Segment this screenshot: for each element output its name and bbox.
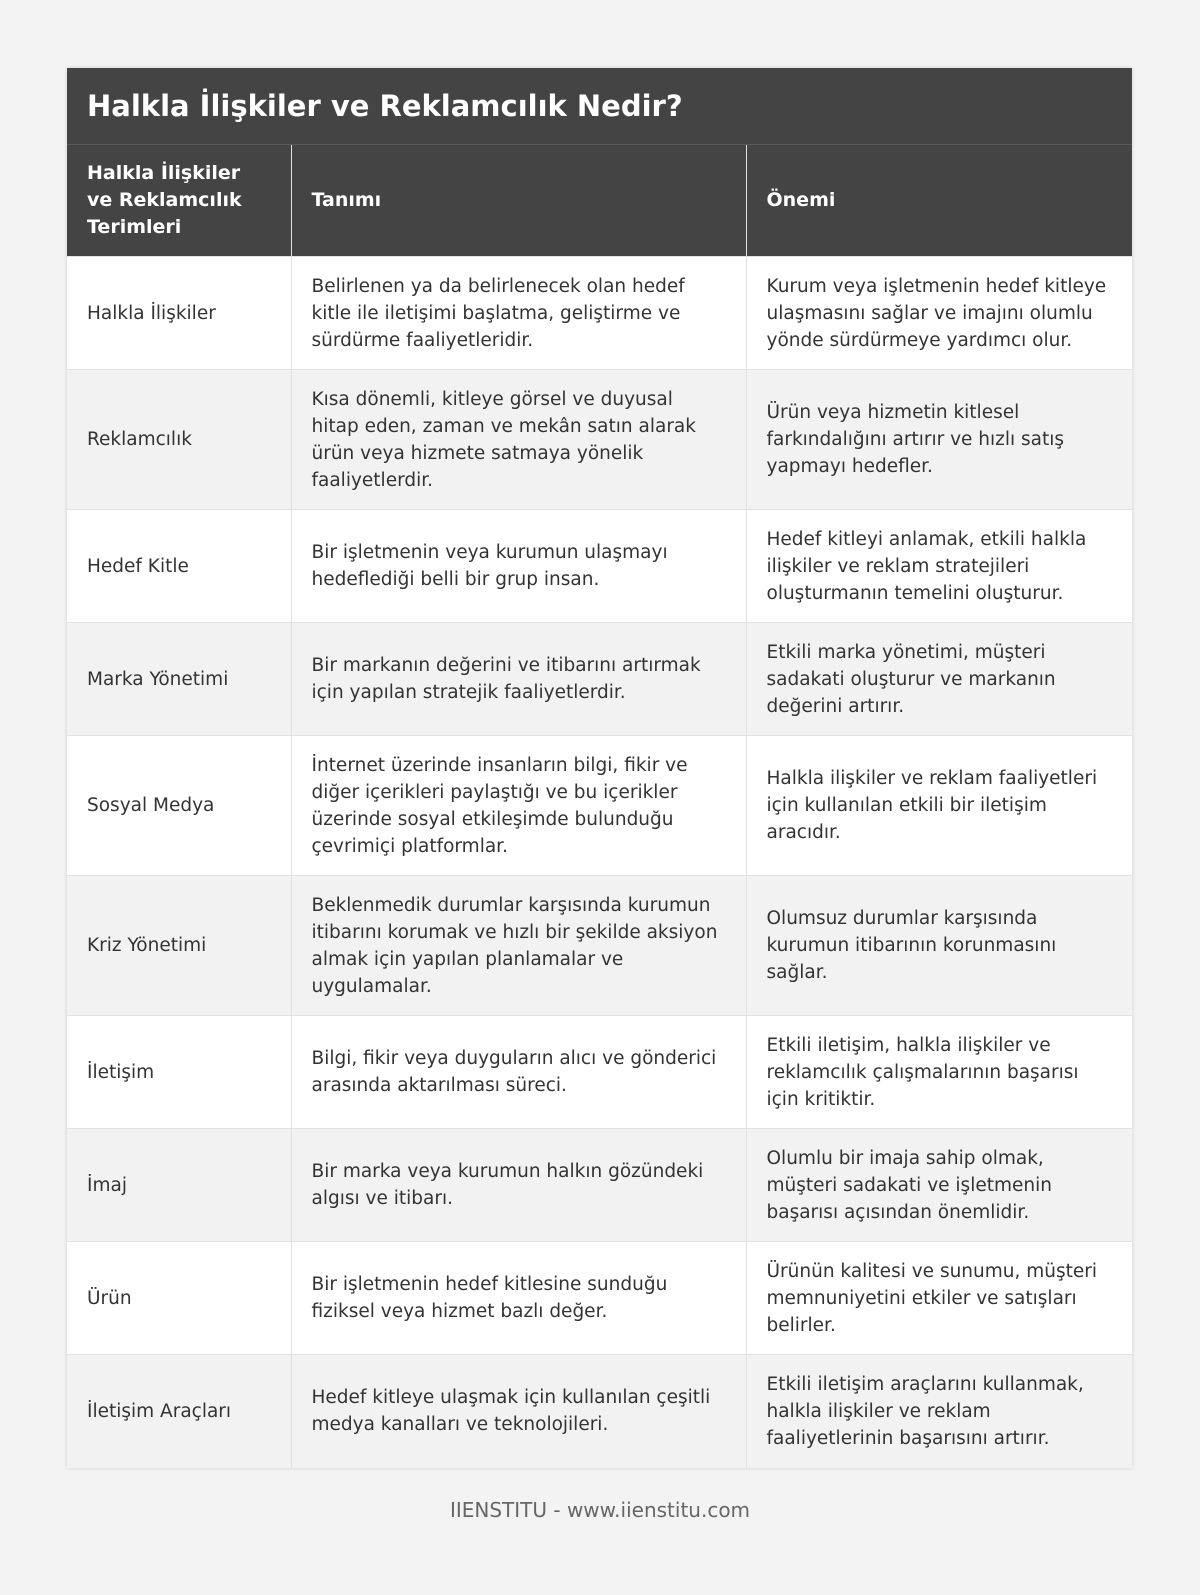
table-row <box>67 1242 1132 1355</box>
cell-definition: Bir işletmenin veya kurumun ulaşmayı hedeflediği belli bir grup insan. <box>291 510 746 623</box>
table-row <box>67 1129 1132 1242</box>
cell-term: Reklamcılık <box>67 370 291 510</box>
cell-term: Kriz Yönetimi <box>67 876 291 1016</box>
table-row <box>67 510 1132 623</box>
cell-importance: Etkili iletişim araçlarını kullanmak, halkla ilişkiler ve reklam faaliyetlerinin başarısını artırır. <box>746 1355 1132 1468</box>
table-row <box>67 1355 1132 1468</box>
table-row <box>67 736 1132 876</box>
terms-table-card <box>67 68 1132 1468</box>
table-row <box>67 257 1132 370</box>
header-definition: Tanımı <box>291 145 746 257</box>
cell-definition: İnternet üzerinde insanların bilgi, fikir ve diğer içerikleri paylaştığı ve bu içerikler üzerinde sosyal etkileşimde bulunduğu çevrimiçi platformlar. <box>291 736 746 876</box>
cell-definition: Bir işletmenin hedef kitlesine sunduğu fiziksel veya hizmet bazlı değer. <box>291 1242 746 1355</box>
cell-definition: Belirlenen ya da belirlenecek olan hedef kitle ile iletişimi başlatma, geliştirme ve sürdürme faaliyetleridir. <box>291 257 746 370</box>
header-term: Halkla İlişkiler ve Reklamcılık Terimleri <box>67 145 291 257</box>
cell-definition: Beklenmedik durumlar karşısında kurumun itibarını korumak ve hızlı bir şekilde aksiyon almak için yapılan planlamalar ve uygulamalar. <box>291 876 746 1016</box>
table-row <box>67 370 1132 510</box>
cell-importance: Olumlu bir imaja sahip olmak, müşteri sadakati ve işletmenin başarısı açısından önemlidir. <box>746 1129 1132 1242</box>
table-row <box>67 1016 1132 1129</box>
header-importance: Önemi <box>746 145 1132 257</box>
header-row <box>67 145 1132 257</box>
cell-importance: Ürün veya hizmetin kitlesel farkındalığını artırır ve hızlı satış yapmayı hedefler. <box>746 370 1132 510</box>
cell-definition: Kısa dönemli, kitleye görsel ve duyusal hitap eden, zaman ve mekân satın alarak ürün veya hizmete satmaya yönelik faaliyetlerdir. <box>291 370 746 510</box>
table-title: Halkla İlişkiler ve Reklamcılık Nedir? <box>67 68 1132 144</box>
cell-importance: Ürünün kalitesi ve sunumu, müşteri memnuniyetini etkiler ve satışları belirler. <box>746 1242 1132 1355</box>
cell-importance: Kurum veya işletmenin hedef kitleye ulaşmasını sağlar ve imajını olumlu yönde sürdürmeye yardımcı olur. <box>746 257 1132 370</box>
cell-importance: Hedef kitleyi anlamak, etkili halkla ilişkiler ve reklam stratejileri oluşturmanın temelini oluşturur. <box>746 510 1132 623</box>
terms-table <box>67 144 1132 1468</box>
cell-importance: Halkla ilişkiler ve reklam faaliyetleri için kullanılan etkili bir iletişim aracıdır. <box>746 736 1132 876</box>
cell-importance: Olumsuz durumlar karşısında kurumun itibarının korunmasını sağlar. <box>746 876 1132 1016</box>
footer-credit: IIENSTITU - www.iienstitu.com <box>449 1498 751 1522</box>
cell-term: İletişim <box>67 1016 291 1129</box>
table-row <box>67 623 1132 736</box>
cell-term: İletişim Araçları <box>67 1355 291 1468</box>
cell-term: İmaj <box>67 1129 291 1242</box>
table-row <box>67 876 1132 1016</box>
cell-importance: Etkili iletişim, halkla ilişkiler ve reklamcılık çalışmalarının başarısı için kritiktir. <box>746 1016 1132 1129</box>
cell-definition: Hedef kitleye ulaşmak için kullanılan çeşitli medya kanalları ve teknolojileri. <box>291 1355 746 1468</box>
cell-term: Hedef Kitle <box>67 510 291 623</box>
cell-importance: Etkili marka yönetimi, müşteri sadakati oluşturur ve markanın değerini artırır. <box>746 623 1132 736</box>
cell-term: Halkla İlişkiler <box>67 257 291 370</box>
cell-definition: Bir markanın değerini ve itibarını artırmak için yapılan stratejik faaliyetlerdir. <box>291 623 746 736</box>
cell-term: Marka Yönetimi <box>67 623 291 736</box>
cell-term: Ürün <box>67 1242 291 1355</box>
cell-definition: Bilgi, fikir veya duyguların alıcı ve gönderici arasında aktarılması süreci. <box>291 1016 746 1129</box>
cell-definition: Bir marka veya kurumun halkın gözündeki algısı ve itibarı. <box>291 1129 746 1242</box>
cell-term: Sosyal Medya <box>67 736 291 876</box>
